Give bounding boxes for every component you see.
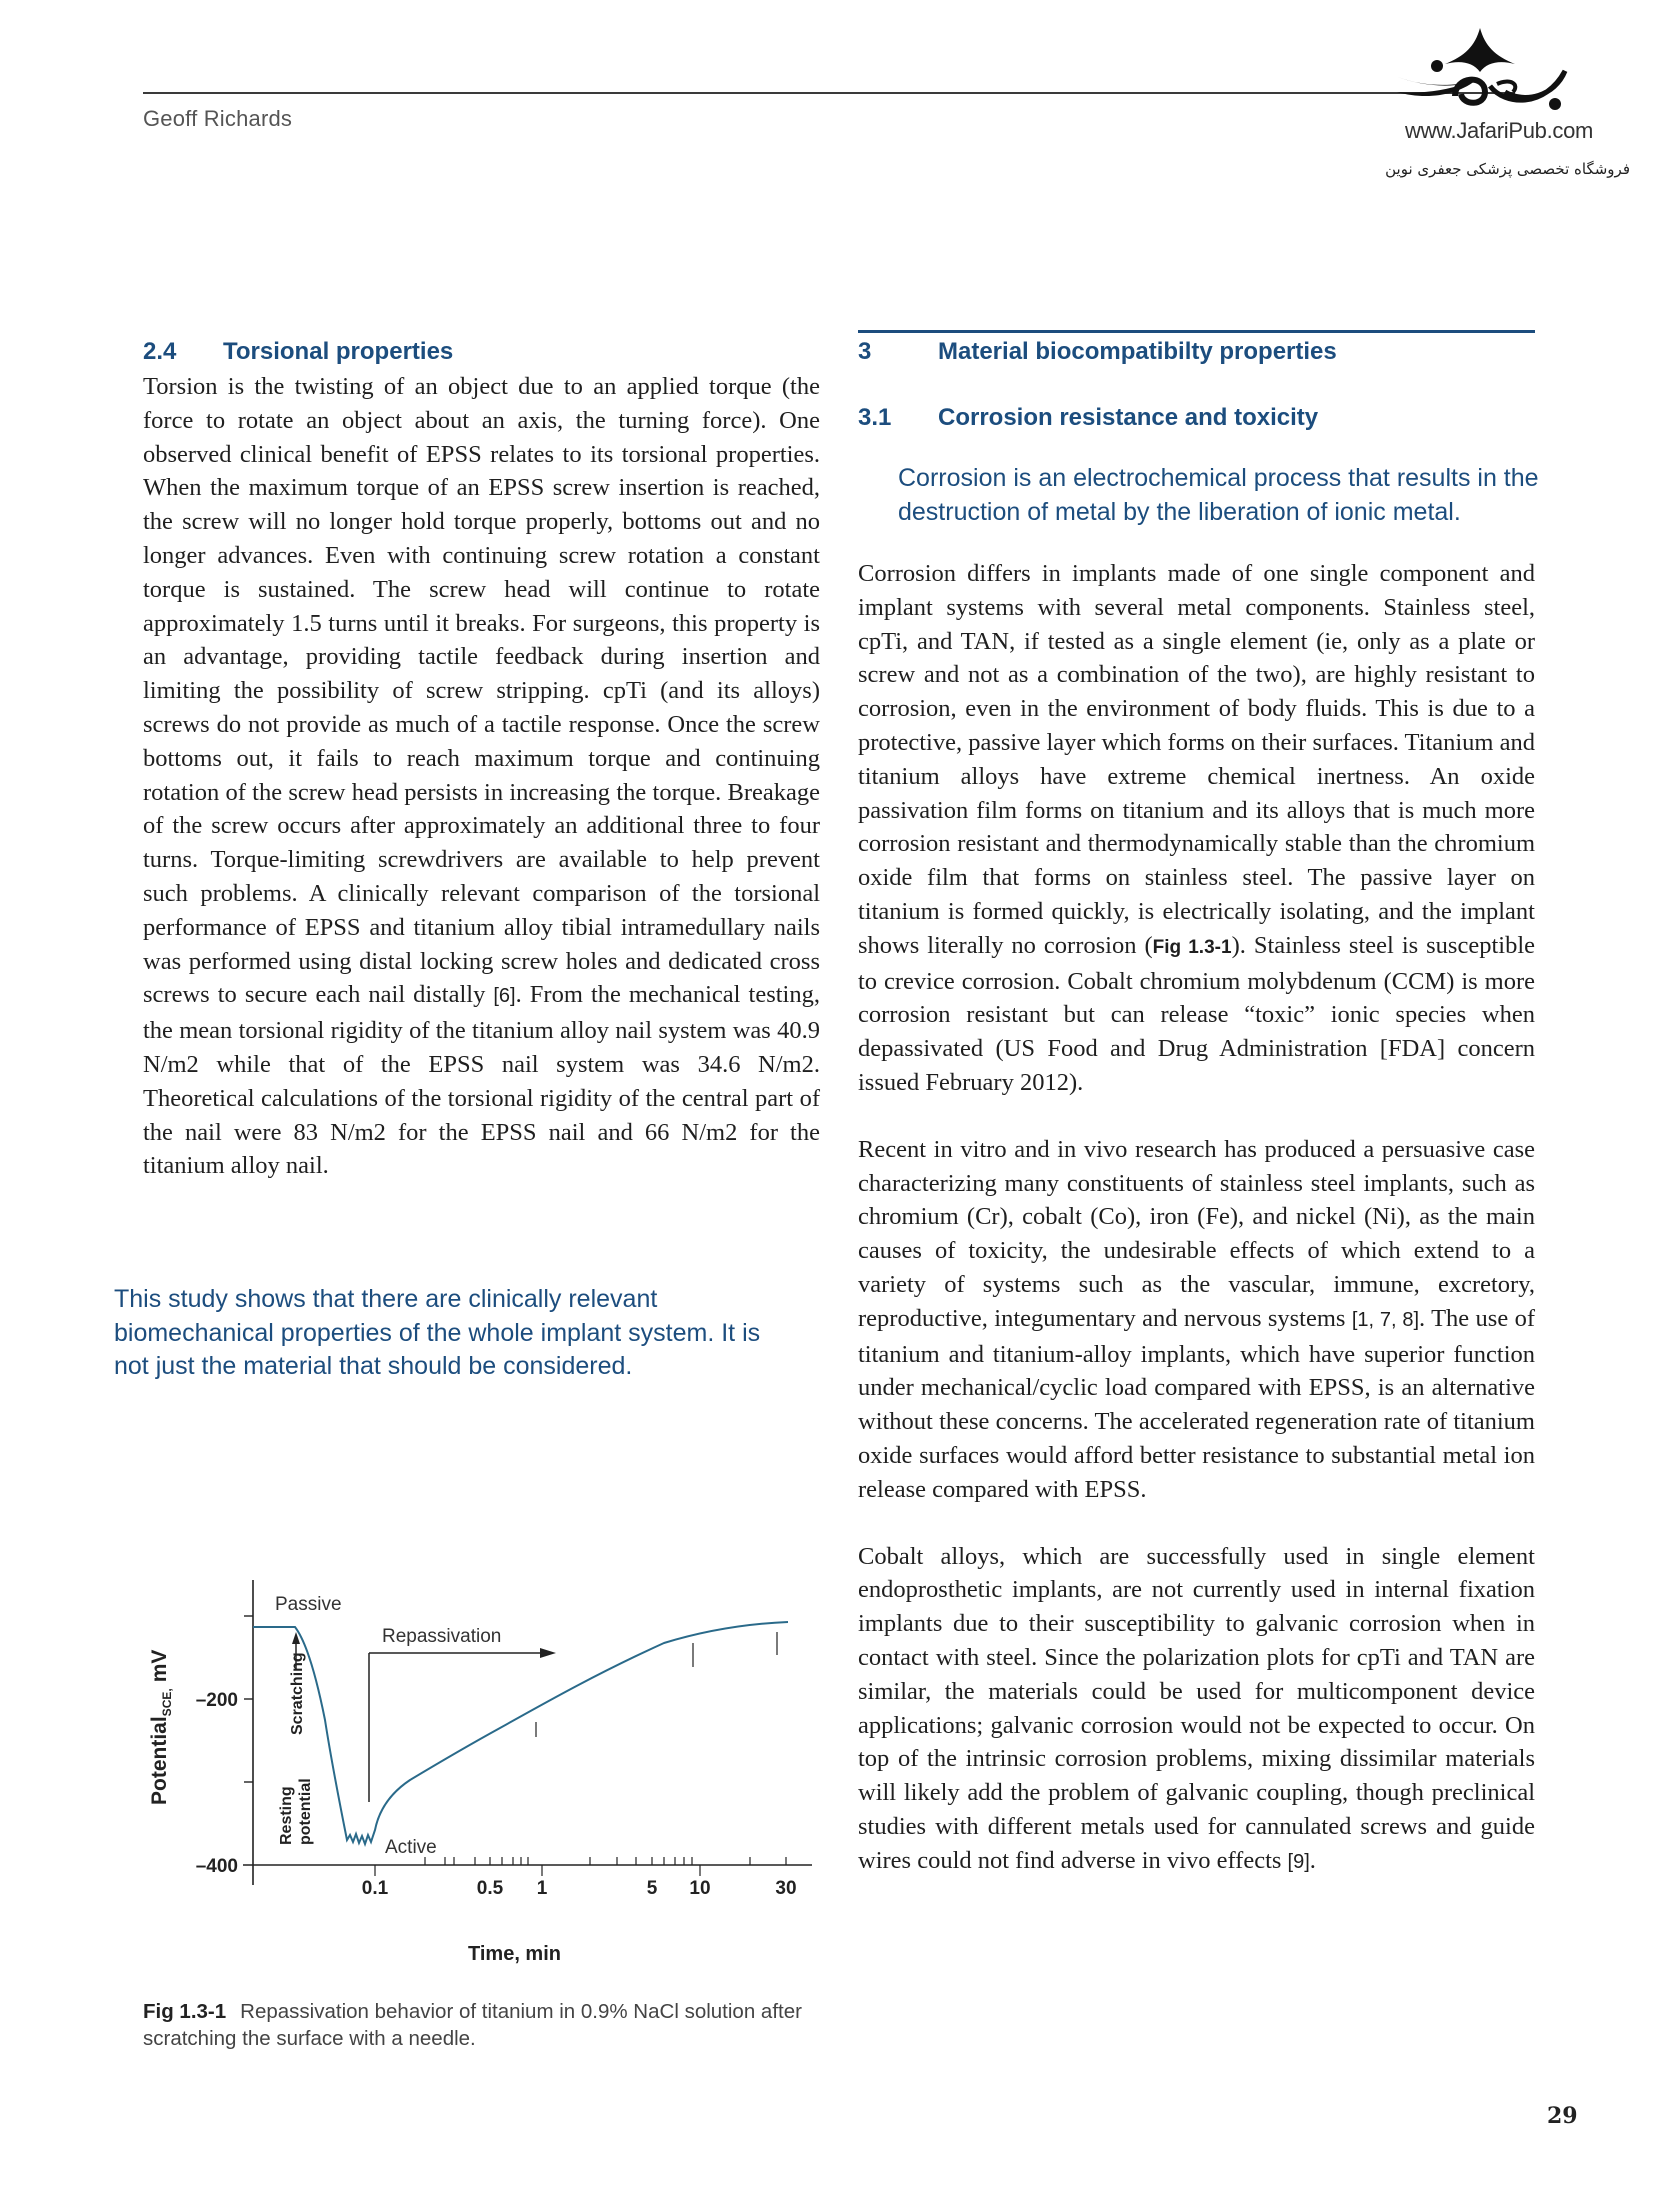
x-tick-label: 5 <box>646 1878 658 1899</box>
paragraph-text: ). Stainless steel is susceptible to crevice corrosion. Cobalt chromium molybdenum (CCM) is more corrosion resistant but can release “toxic” ionic species when depassivated (US Food and Drug Administration [FDA] concern issued February 2012). <box>858 931 1536 1096</box>
publisher-tagline: فروشگاه تخصصی پزشکی جعفری نوین <box>1385 160 1630 178</box>
paragraph-text: Cobalt alloys, which are successfully used in single element endoprosthetic implants, are not currently used in internal fixation implants due to their susceptibility to galvanic corrosion when in contact with steel. Since the polarization plots for cpTi and TAN are similar, the materials could be used for multicomponent device applications; galvanic corrosion would not be expected to occur. On top of the intrinsic corrosion problems, mixing dissimilar materials will likely add the problem of galvanic coupling, though preclinical studies with different metals used for cannulated screws and guide wires could not find adverse in vivo effects <box>858 1542 1535 1874</box>
running-head-author: Geoff Richards <box>143 106 293 131</box>
section-heading-2-4 <box>143 338 820 366</box>
y-tick-label: –200 <box>195 1690 238 1711</box>
annotation-repassivation: Repassivation <box>382 1626 502 1647</box>
x-tick-label: 30 <box>775 1878 797 1899</box>
section-title: Torsional properties <box>223 338 454 365</box>
pull-quote-left: This study shows that there are clinically relevant biomechanical properties of the whole implant system. It is not just the material that should be considered. <box>114 1285 761 1380</box>
svg-text:PotentialSCE,mV <box>148 1650 174 1805</box>
paragraph-text: . The use of titanium and titanium-alloy implants, which have superior function under mechanical/cyclic load compared with EPSS, is an alternative without these concerns. The accelerated regeneration rate of titanium oxide surfaces would afford better resistance to substantial metal ion release compared with EPSS. <box>858 1304 1535 1503</box>
citation-ref: [6] <box>493 985 516 1008</box>
publisher-url: www.JafariPub.com <box>1405 118 1594 143</box>
subsection-title: Corrosion resistance and toxicity <box>938 404 1319 431</box>
figure-reference-link[interactable]: Fig 1.3-1 <box>1152 936 1232 958</box>
y-axis-unit: mV <box>148 1649 171 1683</box>
subsection-number: 3.1 <box>858 404 892 431</box>
section-heading-3 <box>858 338 1535 366</box>
annotation-scratching: Scratching <box>289 1652 306 1735</box>
y-axis-label: Potential <box>148 1716 171 1805</box>
torsion-paragraph <box>143 370 820 1183</box>
paragraph-text: . From the mechanical testing, the mean torsional rigidity of the titanium alloy nail system was 40.9 N/m2 while that of the EPSS nail system was 34.6 N/m2. Theoretical calculations of the torsional rigidity of the central part of the nail were 83 N/m2 for the EPSS nail and 66 N/m2 for the titanium alloy nail. <box>143 981 820 1180</box>
figure-label: Fig 1.3-1 <box>143 2000 227 2023</box>
corrosion-paragraph-3 <box>858 1540 1535 1880</box>
x-tick-label: 1 <box>536 1878 548 1899</box>
left-column <box>143 338 820 1183</box>
citation-ref: [1, 7, 8] <box>1351 1308 1420 1331</box>
paragraph-text: Torsion is the twisting of an object due to an applied torque (the force to rotate an object about an axis, the turning force). One observed clinical benefit of EPSS relates to its torsional properties. When the maximum torque of an EPSS screw insertion is reached, the screw will no longer hold torque properly, bottoms out and no longer advances. Even with continuing screw rotation a constant torque is sustained. The screw head will continue to rotate approximately 1.5 turns until it breaks. For surgeons, this property is an advantage, providing tactile feedback during insertion and limiting the possibility of screw stripping. cpTi (and its alloys) screws do not provide as much of a tactile response. Once the screw bottoms out, it fails to reach maximum torque and continuing rotation of the screw head persists in increasing the torque. Breakage of the screw occurs after approximately an additional three to four turns. Torque-limiting screwdrivers are available to help prevent such problems. A clinically relevant comparison of the torsional performance of EPSS and titanium alloy tibial intramedullary nails was performed using distal locking screw holes and dedicated cross screws to secure each nail distally <box>143 373 820 1009</box>
figure-chart <box>140 1580 840 1930</box>
corrosion-paragraph-1 <box>858 557 1535 1100</box>
x-tick-label: 0.1 <box>361 1878 389 1899</box>
header-rule <box>143 92 1515 94</box>
section-number: 2.4 <box>143 338 177 365</box>
annotation-active: Active <box>385 1837 437 1858</box>
right-column <box>858 338 1539 1879</box>
section-number: 3 <box>858 338 872 365</box>
section-rule <box>858 330 1535 333</box>
publisher-logo-icon <box>1385 26 1575 116</box>
figure-caption-text: Repassivation behavior of titanium in 0.9% NaCl solution after scratching the surface with a needle. <box>143 2000 802 2050</box>
paragraph-text: Corrosion differs in implants made of one single component and implant systems with several metal components. Stainless steel, cpTi, and TAN, if tested as a single element (ie, only as a plate or screw and not as a combination of the two), are highly resistant to corrosion, even in the environment of body fluids. This is due to a protective, passive layer which forms on their surfaces. Titanium and titanium alloys have extreme chemical inertness. An oxide passivation film forms on titanium and its alloys that is much more corrosion resistant and thermodynamically stable than the chromium oxide film that forms on stainless steel. The passive layer on titanium is formed quickly, is electrically isolating, and the implant shows literally no corrosion ( <box>858 560 1535 959</box>
paragraph-text: Recent in vitro and in vivo research has produced a persuasive case characterizing many constituents of stainless steel implants, such as chromium (Cr), cobalt (Co), iron (Fe), and nickel (Ni), as the main causes of toxicity, the undesirable effects of which extend to a variety of systems such as the vascular, immune, excretory, reproductive, integumentary and nervous systems <box>858 1135 1535 1332</box>
annotation-potential: potential <box>297 1778 314 1845</box>
y-tick-label: –400 <box>195 1856 238 1877</box>
y-axis-subscript: SCE, <box>160 1688 174 1717</box>
section-heading-3-1 <box>858 404 1535 432</box>
annotation-resting: Resting <box>278 1786 295 1845</box>
section-title: Material biocompatibilty properties <box>938 338 1337 365</box>
x-tick-label: 10 <box>689 1878 711 1899</box>
annotation-passive: Passive <box>275 1594 342 1615</box>
figure-caption <box>143 1998 823 2052</box>
pull-quote-right: Corrosion is an electrochemical process that results in the destruction of metal by the liberation of ionic metal. <box>898 464 1539 526</box>
citation-ref: [9] <box>1287 1850 1310 1873</box>
page-number: 29 <box>1547 2103 1578 2129</box>
corrosion-paragraph-2 <box>858 1133 1535 1507</box>
x-tick-label: 0.5 <box>476 1878 504 1899</box>
paragraph-text: . <box>1309 1846 1316 1874</box>
x-axis-label: Time, min <box>468 1943 561 1965</box>
